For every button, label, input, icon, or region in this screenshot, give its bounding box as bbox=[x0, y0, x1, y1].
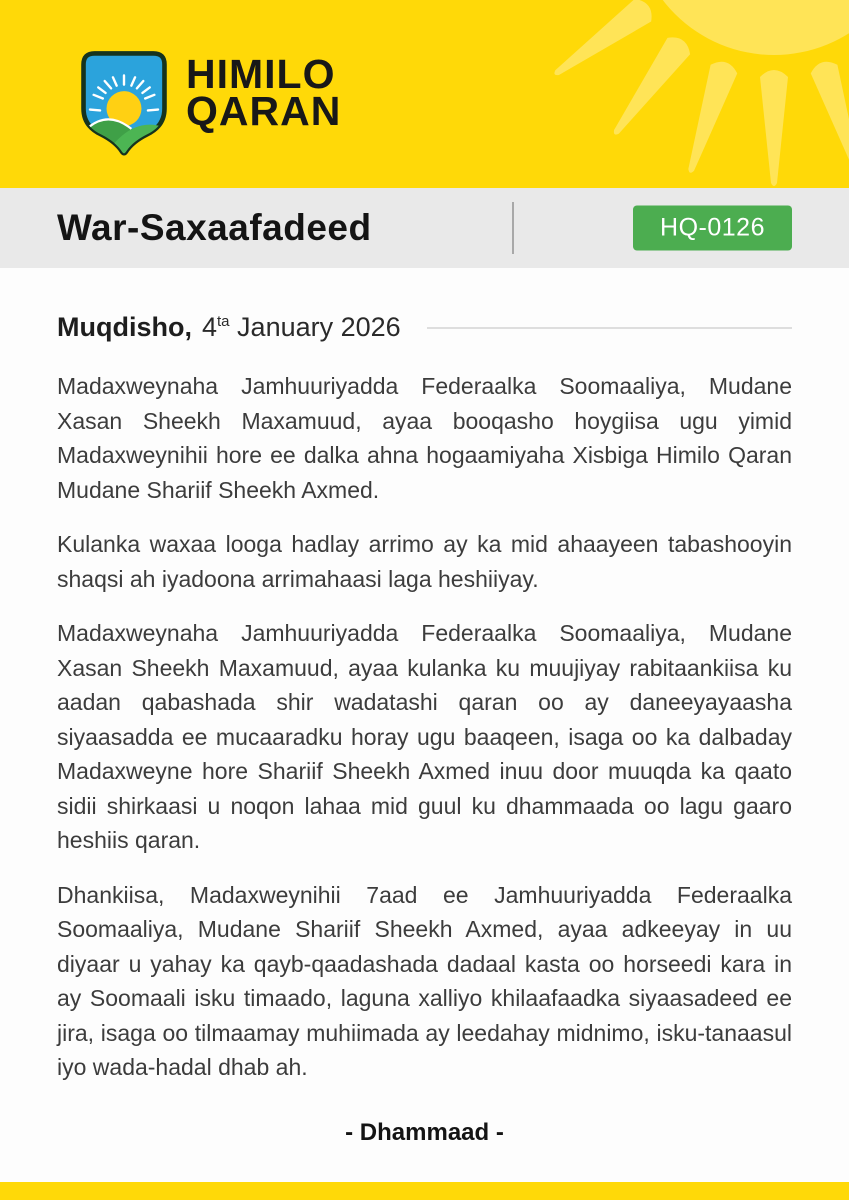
title-bar bbox=[0, 188, 849, 268]
sun-decoration bbox=[519, 0, 849, 188]
reference-badge: HQ-0126 bbox=[633, 206, 792, 251]
paragraph-2: Kulanka waxaa looga hadlay arrimo ay ka mid ahaayeen tabashooyin shaqsi ah iyadoona arrimahaasi laga heshiiyay. bbox=[57, 531, 792, 592]
paragraph-3: Madaxweynaha Jamhuuriyadda Federaalka Soomaaliya, Mudane Xasan Sheekh Maxamuud, ayaa kulanka ku muujiyay rabitaankiisa ku aadan qabashada shir wadatashi qaran oo ay daneeyayaasha siyaasadda ee mucaaradku horay ugu baaqeen, isaga oo ka dalbaday Madaxweyne hore Shariif Sheekh Axmed inuu door muuqda ka qaato sidii shirkaasi u noqon lahaa mid guul ku dhammaada oo lagu gaaro heshiis qaran. bbox=[57, 620, 792, 853]
document-body bbox=[0, 312, 849, 1147]
brand-line2: QARAN bbox=[186, 88, 342, 134]
document-title: War-Saxaafadeed bbox=[57, 207, 372, 248]
title-divider bbox=[512, 202, 514, 254]
paragraph-1: Madaxweynaha Jamhuuriyadda Federaalka Soomaaliya, Mudane Xasan Sheekh Maxamuud, ayaa booqasho hoygiisa ugu yimid Madaxweynihii hore ee dalka ahna hogaamiyaha Xisbiga Himilo Qaran Mudane Shariif Sheekh Axmed. bbox=[57, 373, 792, 503]
dateline bbox=[57, 312, 792, 343]
brand-wordmark bbox=[186, 51, 342, 134]
brand-line1: HIMILO bbox=[186, 51, 336, 97]
dateline-ordinal: ta bbox=[217, 313, 230, 330]
end-mark: - Dhammaad - bbox=[345, 1118, 504, 1146]
footer-band bbox=[0, 1182, 849, 1200]
dateline-city: Muqdisho, bbox=[57, 312, 192, 342]
dateline-rule bbox=[427, 327, 792, 329]
header-band bbox=[0, 0, 849, 188]
paragraph-4: Dhankiisa, Madaxweynihii 7aad ee Jamhuuriyadda Federaalka Soomaaliya, Mudane Shariif Sheekh Axmed, ayaa adkeeyay in uu diyaar u yahay ka qayb-qaadashada dadaal kasta oo horseedi kara in ay Soomaali isku timaado, laguna xalliyo khilaafaadka siyaasadeed ee jira, isaga oo tilmaamay muhiimada ay leedahay midnimo, isku-tanaasul iyo wada-hadal dhab ah. bbox=[57, 881, 792, 1080]
paragraphs bbox=[57, 369, 792, 1085]
himilo-qaran-logo bbox=[78, 43, 170, 165]
dateline-date: $4^{ta}$ January 2026 bbox=[201, 312, 401, 342]
